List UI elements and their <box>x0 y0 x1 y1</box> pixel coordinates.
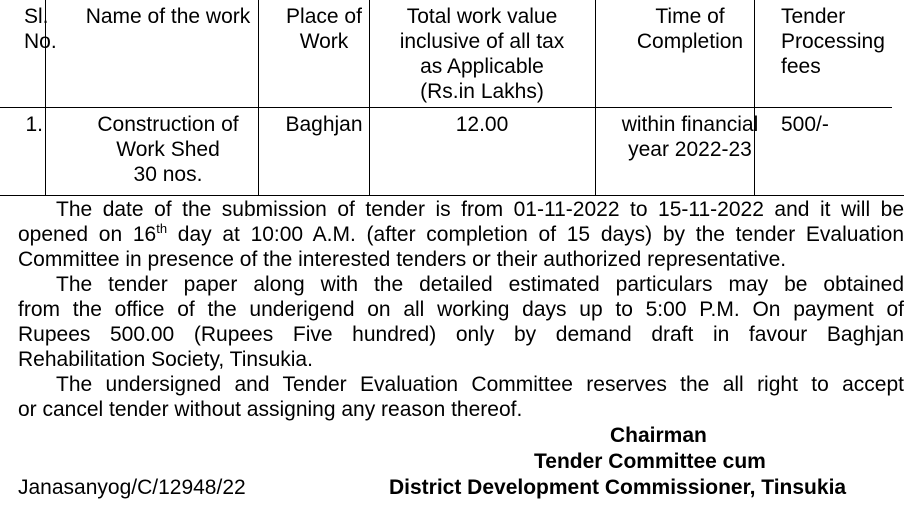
paragraph-tender-paper: The tender paper along with the detailed estimated particulars may be obtained from the office of the underigend on all working days up to 5:00 P.M. On payment of Rupees 500.00 (Rupees Five hundred) only by demand draft in favour Baghjan Rehabilitation Society, Tinsukia. <box>18 273 904 371</box>
table-header-divider <box>0 107 892 108</box>
row-total-work-value: 12.00 <box>455 113 509 136</box>
signature-committee: Tender Committee cum <box>534 450 766 473</box>
header-total-work-value: Total work value inclusive of all tax as Applicable (Rs.in Lakhs) <box>399 5 565 103</box>
row-place-of-work: Baghjan <box>285 113 363 136</box>
header-sl: Sl. No. <box>24 5 57 53</box>
row-sl: 1. <box>25 113 43 136</box>
header-place-of-work: Place of Work <box>286 5 362 53</box>
table-bottom-border <box>0 195 904 196</box>
signature-chairman: Chairman <box>610 424 707 447</box>
header-processing-fees: Tender Processing fees <box>781 5 885 78</box>
row-time-of-completion: within financial year 2022-23 <box>621 113 759 161</box>
signature-commissioner: District Development Commissioner, Tinsukia <box>389 476 847 499</box>
paragraph-reserves-right: The undersigned and Tender Evaluation Committee reserves the all right to accept or cancel tender without assigning any reason thereof. <box>18 373 904 421</box>
row-name-of-work: Construction of Work Shed 30 nos. <box>97 113 239 186</box>
reference-number: Janasanyog/C/12948/22 <box>18 476 246 499</box>
row-processing-fees: 500/- <box>781 113 829 136</box>
paragraph-submission-dates: The date of the submission of tender is from 01-11-2022 to 15-11-2022 and it will be opened on 16th day at 10:00 A.M. (after completion of 15 days) by the tender Evaluation Committee in presence of the interested tenders or their authorized representative. <box>18 198 904 271</box>
table-column-divider <box>595 0 596 195</box>
header-time-of-completion: Time of Completion <box>636 5 744 53</box>
header-name-of-work: Name of the work <box>85 5 251 28</box>
